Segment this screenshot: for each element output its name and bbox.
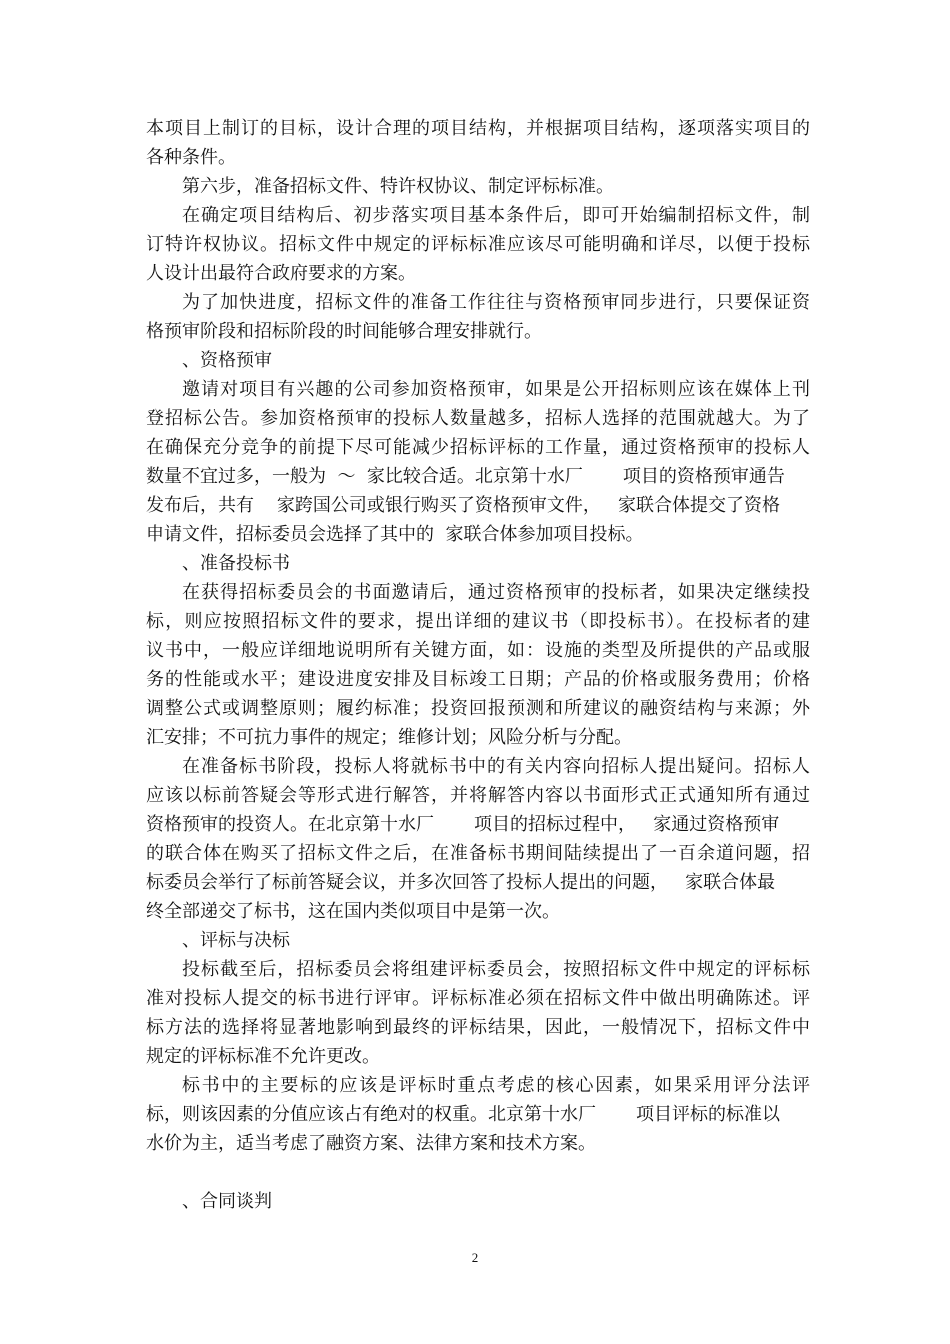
paragraph-line: 数量不宜过多，一般为 ～ 家比较合适。北京第十水厂 项目的资格预审通告 bbox=[146, 466, 785, 487]
paragraph-line: 在获得招标委员会的书面邀请后，通过资格预审的投标者，如果决定继续投 bbox=[182, 582, 810, 603]
body-text bbox=[146, 114, 810, 1216]
section-heading: 、合同谈判 bbox=[182, 1191, 272, 1212]
paragraph-line: 本项目上制订的目标，设计合理的项目结构，并根据项目结构，逐项落实项目的 bbox=[146, 118, 810, 139]
paragraph-line: 规定的评标标准不允许更改。 bbox=[146, 1046, 380, 1067]
paragraph-line: 在确定项目结构后、初步落实项目基本条件后，即可开始编制招标文件，制 bbox=[182, 205, 810, 226]
paragraph-line: 务的性能或水平；建设进度安排及目标竣工日期；产品的价格或服务费用；价格 bbox=[146, 669, 810, 690]
paragraph-line: 资格预审的投资人。在北京第十水厂 项目的招标过程中， 家通过资格预审 bbox=[146, 814, 780, 835]
section-heading: 、准备投标书 bbox=[182, 553, 290, 574]
paragraph-line: 标委员会举行了标前答疑会议，并多次回答了投标人提出的问题， 家联合体最 bbox=[146, 872, 776, 893]
paragraph-line: 标书中的主要标的应该是评标时重点考虑的核心因素，如果采用评分法评 bbox=[182, 1075, 810, 1096]
paragraph-line: 登招标公告。参加资格预审的投标人数量越多，招标人选择的范围就越大。为了 bbox=[146, 408, 810, 429]
paragraph-spacer bbox=[146, 1158, 810, 1187]
paragraph-line: 的联合体在购买了招标文件之后，在准备标书期间陆续提出了一百余道问题，招 bbox=[146, 843, 810, 864]
paragraph-line: 投标截至后，招标委员会将组建评标委员会，按照招标文件中规定的评标标 bbox=[182, 959, 810, 980]
section-heading: 、评标与决标 bbox=[182, 930, 290, 951]
paragraph-line: 水价为主，适当考虑了融资方案、法律方案和技术方案。 bbox=[146, 1133, 596, 1154]
paragraph-line: 标方法的选择将显著地影响到最终的评标结果，因此，一般情况下，招标文件中 bbox=[146, 1017, 810, 1038]
paragraph-line: 申请文件，招标委员会选择了其中的 家联合体参加项目投标。 bbox=[146, 524, 644, 545]
paragraph-line: 调整公式或调整原则；履约标准；投资回报预测和所建议的融资结构与来源；外 bbox=[146, 698, 810, 719]
paragraph-line: 标，则该因素的分值应该占有绝对的权重。北京第十水厂 项目评标的标准以 bbox=[146, 1104, 781, 1125]
paragraph-line: 议书中，一般应详细地说明所有关键方面，如：设施的类型及所提供的产品或服 bbox=[146, 640, 810, 661]
paragraph-line: 应该以标前答疑会等形式进行解答，并将解答内容以书面形式正式通知所有通过 bbox=[146, 785, 810, 806]
paragraph-line: 第六步，准备招标文件、特许权协议、制定评标标准。 bbox=[182, 176, 614, 197]
paragraph-line: 汇安排；不可抗力事件的规定；维修计划；风险分析与分配。 bbox=[146, 727, 632, 748]
paragraph-line: 标，则应按照招标文件的要求，提出详细的建议书（即投标书）。在投标者的建 bbox=[146, 611, 810, 632]
section-heading: 、资格预审 bbox=[182, 350, 272, 371]
paragraph-line: 在确保充分竞争的前提下尽可能减少招标评标的工作量，通过资格预审的投标人 bbox=[146, 437, 810, 458]
paragraph-line: 人设计出最符合政府要求的方案。 bbox=[146, 263, 416, 284]
paragraph-line: 各种条件。 bbox=[146, 147, 236, 168]
paragraph-line: 在准备标书阶段，投标人将就标书中的有关内容向招标人提出疑问。招标人 bbox=[182, 756, 810, 777]
paragraph-line: 邀请对项目有兴趣的公司参加资格预审，如果是公开招标则应该在媒体上刊 bbox=[182, 379, 810, 400]
paragraph-line: 终全部递交了标书，这在国内类似项目中是第一次。 bbox=[146, 901, 560, 922]
paragraph-line: 为了加快进度，招标文件的准备工作往往与资格预审同步进行，只要保证资 bbox=[182, 292, 810, 313]
paragraph-line: 订特许权协议。招标文件中规定的评标标准应该尽可能明确和详尽，以便于投标 bbox=[146, 234, 810, 255]
paragraph-line: 格预审阶段和招标阶段的时间能够合理安排就行。 bbox=[146, 321, 542, 342]
paragraph-line: 准对投标人提交的标书进行评审。评标标准必须在招标文件中做出明确陈述。评 bbox=[146, 988, 810, 1009]
page-number: 2 bbox=[471, 1250, 479, 1265]
paragraph-line: 发布后，共有 家跨国公司或银行购买了资格预审文件， 家联合体提交了资格 bbox=[146, 495, 781, 516]
